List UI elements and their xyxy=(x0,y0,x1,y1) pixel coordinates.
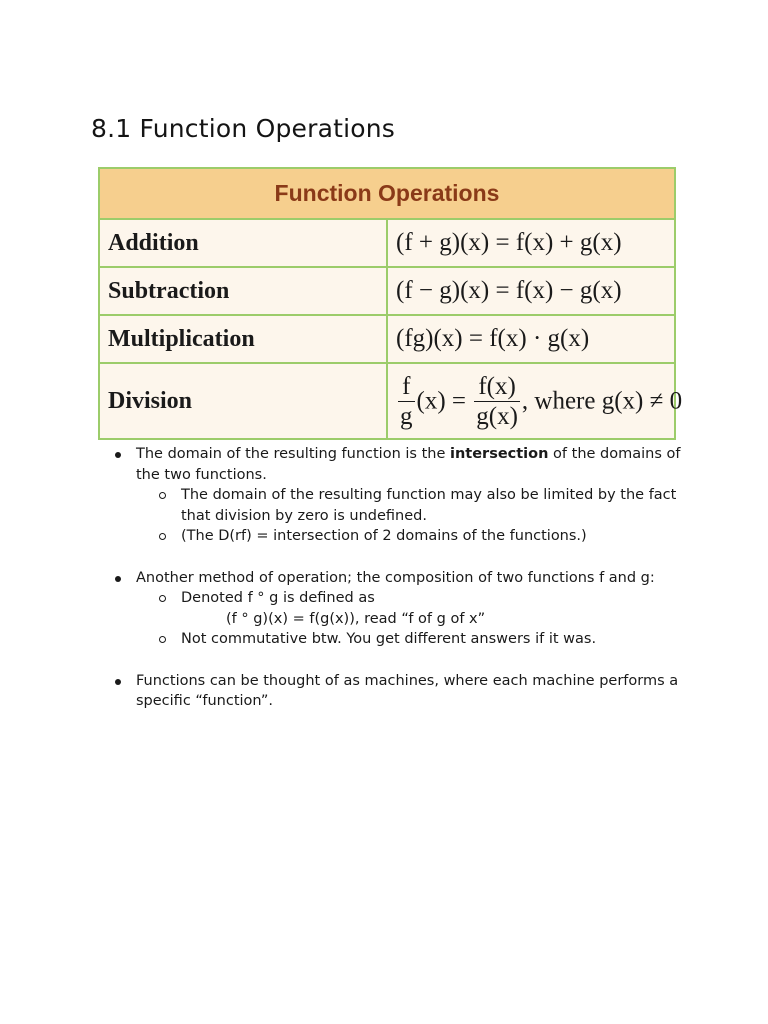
list-subitem: The domain of the resulting function may also be limited by the fact that division by zero is undefined. xyxy=(112,485,692,526)
spacer xyxy=(112,650,692,671)
list-subitem: Not commutative btw. You get different answers if it was. xyxy=(112,629,692,650)
spacer xyxy=(112,547,692,568)
operation-formula: (fg)(x) = f(x) · g(x) xyxy=(387,315,675,363)
operation-name: Multiplication xyxy=(99,315,387,363)
operation-formula: (f + g)(x) = f(x) + g(x) xyxy=(387,219,675,267)
fraction-denominator: g xyxy=(400,402,413,430)
operation-name: Division xyxy=(99,363,387,439)
list-item: Functions can be thought of as machines, where each machine performs a specific “function”. xyxy=(112,671,692,712)
operation-formula: (f − g)(x) = f(x) − g(x) xyxy=(387,267,675,315)
note-text: of the domains of the two functions. xyxy=(136,446,681,483)
fraction-numerator: f(x) xyxy=(474,374,520,402)
table-header-row xyxy=(99,168,675,219)
table-row-subtraction xyxy=(99,267,675,315)
table-row-multiplication xyxy=(99,315,675,363)
note-text: The domain of the resulting function is the xyxy=(136,446,450,462)
formula-condition: , where g(x) ≠ 0 xyxy=(521,387,683,414)
composition-formula: (f ° g)(x) = f(g(x)), read “f of g of x” xyxy=(226,610,486,627)
fraction-numerator: f xyxy=(398,374,415,402)
function-operations-table xyxy=(98,167,683,440)
list-item xyxy=(112,444,692,485)
list-item: Another method of operation; the composition of two functions f and g: xyxy=(112,568,692,589)
page-title: 8.1 Function Operations xyxy=(91,114,396,143)
list-subitem: Denoted f ° g is defined as xyxy=(112,588,692,609)
note-emphasis: intersection xyxy=(449,446,549,462)
table-row-addition xyxy=(99,219,675,267)
fraction-denominator: g(x) xyxy=(476,402,518,430)
fraction-fx-over-gx xyxy=(474,374,520,429)
operation-formula xyxy=(387,363,683,439)
table-header: Function Operations xyxy=(99,168,675,219)
operation-name: Addition xyxy=(99,219,387,267)
notes-list xyxy=(112,444,692,712)
operation-name: Subtraction xyxy=(99,267,387,315)
formula-text: (x) = xyxy=(416,387,473,414)
list-subitem: (The D(rf) = intersection of 2 domains of the functions.) xyxy=(112,526,692,547)
fraction-f-over-g xyxy=(398,374,415,429)
table-row-division xyxy=(99,363,675,439)
